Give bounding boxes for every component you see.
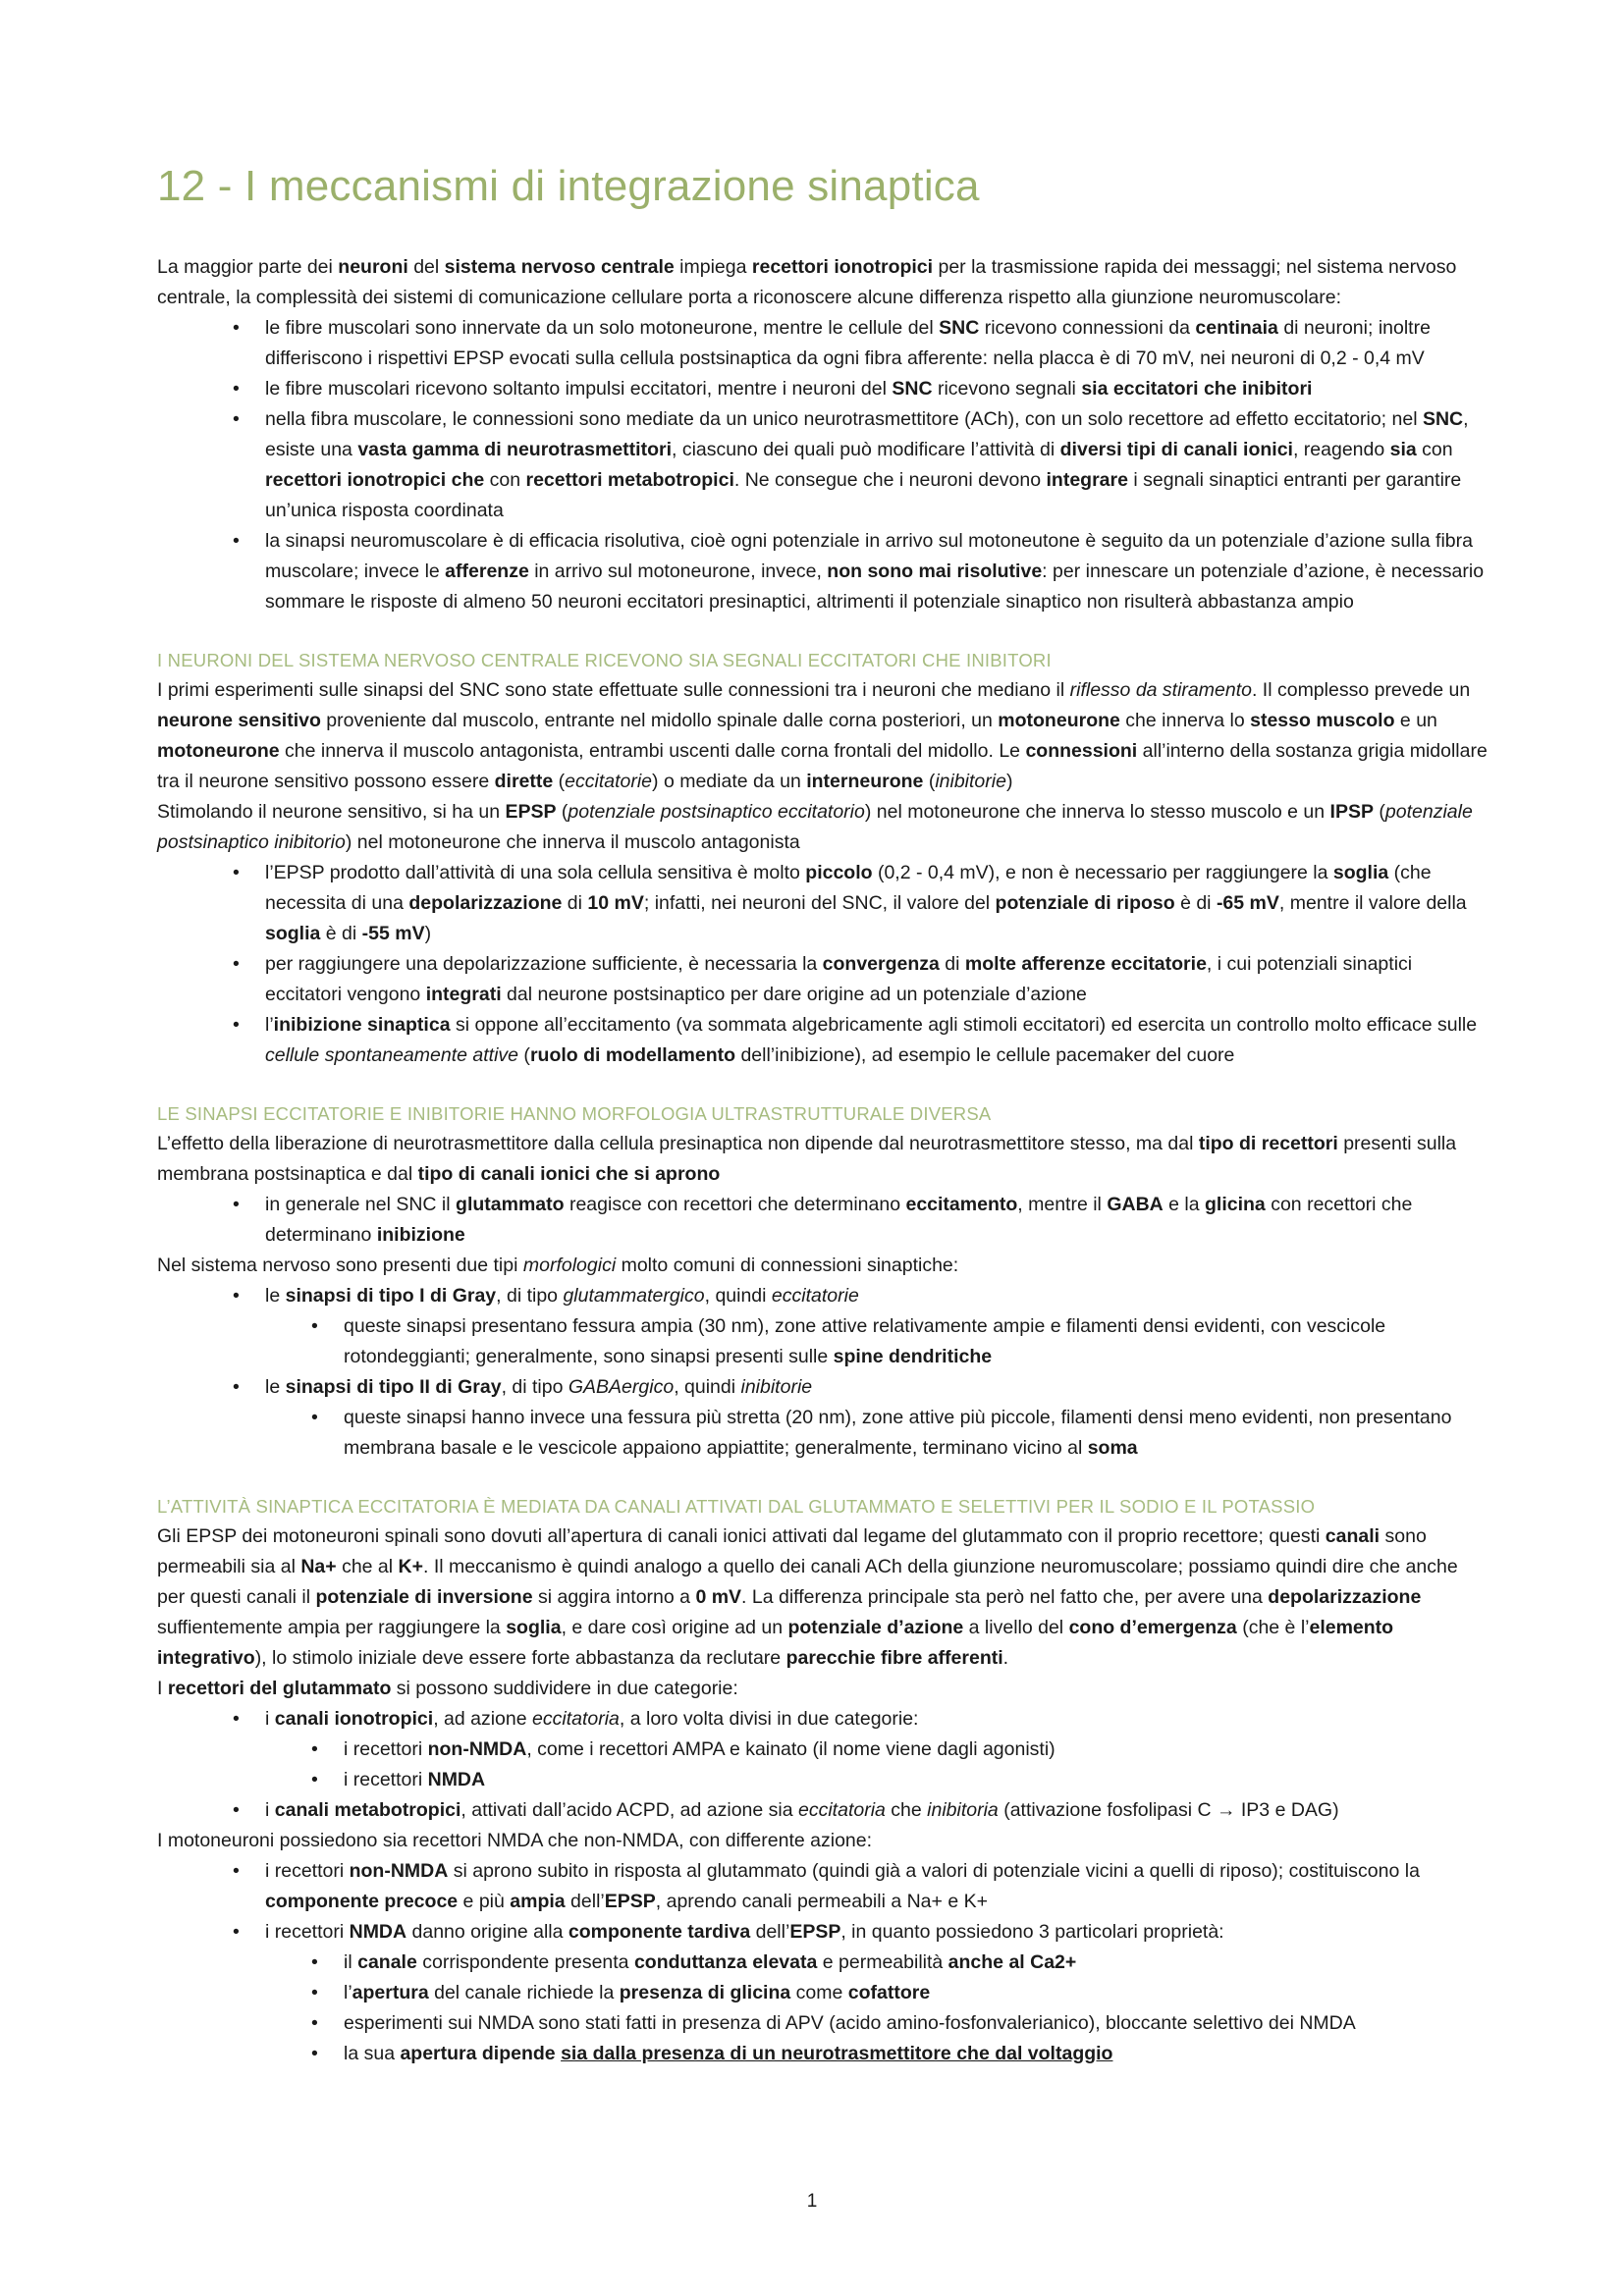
italic-text: riflesso da stiramento [1069, 679, 1252, 701]
text-run: , a loro volta divisi in due categorie: [619, 1708, 919, 1730]
list-item [157, 1281, 1488, 1311]
bold-text: potenziale d’azione [787, 1617, 964, 1638]
bold-text: apertura [352, 1982, 429, 2003]
s3-sublist-1 [157, 1735, 1488, 1795]
bold-text: neuroni [338, 256, 408, 278]
bold-text: ampia [510, 1891, 566, 1912]
text-run: che [885, 1799, 928, 1821]
text-run: i recettori [344, 1769, 428, 1790]
intro-paragraph [157, 252, 1488, 313]
bold-text: interneurone [806, 771, 924, 792]
s2-list-3 [157, 1372, 1488, 1403]
text-run: , ciascuno dei quali può modificare l’attività di [672, 439, 1060, 460]
text-run: le [265, 1285, 286, 1307]
text-run: è di [1174, 892, 1217, 914]
bold-text: piccolo [805, 862, 873, 883]
text-run: per raggiungere una depolarizzazione sufficiente, è necessaria la [265, 953, 823, 975]
bold-text: soma [1087, 1437, 1138, 1459]
italic-text: inibitorie [740, 1376, 813, 1398]
bold-text: canali ionotropici [274, 1708, 434, 1730]
bold-text: motoneurone [157, 740, 280, 762]
s2-list-2 [157, 1281, 1488, 1311]
list-item [157, 1704, 1488, 1735]
bold-text: eccitamento [905, 1194, 1018, 1215]
text-run: di neuroni; inoltre differiscono i rispettivi EPSP evocati sulla cellula postsinaptica da ogni fibra afferente: nella placca è di 70 mV, nei neuroni di 0,2 - 0,4 mV [265, 317, 1431, 369]
italic-text: eccitatorie [771, 1285, 859, 1307]
text-run: , e dare così origine ad un [561, 1617, 788, 1638]
text-run: (attivazione fosfolipasi C → IP3 e DAG) [998, 1799, 1339, 1821]
text-run: i [265, 1708, 275, 1730]
text-run: di [562, 892, 588, 914]
list-item [157, 526, 1488, 617]
list-item [157, 949, 1488, 1010]
bold-text: recettori ionotropici [751, 256, 934, 278]
bold-text: SNC [1422, 408, 1464, 430]
text-run: si aprono subito in risposta al glutammato (quindi già a valori di potenziale vicini a quelli di riposo); costituiscono la [448, 1860, 1420, 1882]
bold-text: potenziale di inversione [315, 1586, 533, 1608]
text-run: le fibre muscolari sono innervate da un solo motoneurone, mentre le cellule del [265, 317, 940, 339]
text-run: . Il complesso prevede un [1251, 679, 1471, 701]
list-item [157, 858, 1488, 949]
text-run: dal neurone postsinaptico per dare origine ad un potenziale d’azione [501, 984, 1087, 1005]
text-run: ricevono connessioni da [979, 317, 1196, 339]
bold-text: tipo di recettori [1198, 1133, 1338, 1154]
text-run: , i cui potenziali sinaptici eccitatori vengono [265, 953, 1413, 1005]
bold-text: stesso muscolo [1250, 710, 1395, 731]
italic-text: inibitorie [935, 771, 1006, 792]
bold-text: dirette [494, 771, 554, 792]
s2-sublist-2 [157, 1403, 1488, 1464]
text-run: L’effetto della liberazione di neurotrasmettitore dalla cellula presinaptica non dipende dal neurotrasmettitore stesso, ma dal [157, 1133, 1199, 1154]
list-item [157, 404, 1488, 526]
bold-text: tipo di canali ionici che si aprono [417, 1163, 721, 1185]
bold-text: elemento integrativo [157, 1617, 1394, 1669]
sub-list-item [157, 1765, 1488, 1795]
bold-text: SNC [892, 378, 933, 400]
bold-text: non sono mai risolutive [827, 561, 1043, 582]
text-run: queste sinapsi hanno invece una fessura più stretta (20 nm), zone attive più piccole, filamenti densi meno evidenti, non presentano membrana basale e le vescicole appaiono appiattite; generalmente, terminano vicino al [344, 1407, 1452, 1459]
text-run: è di [320, 923, 362, 944]
paragraph [157, 797, 1488, 858]
bold-text: motoneurone [998, 710, 1120, 731]
text-run: i recettori [265, 1921, 350, 1943]
text-run: la sinapsi neuromuscolare è di efficacia risolutiva, cioè ogni potenziale in arrivo sul motoneutone è seguito da un potenziale d’azione sulla fibra muscolare; invece le [265, 530, 1473, 582]
sub-list-item [157, 1403, 1488, 1464]
bold-text: NMDA [349, 1921, 407, 1943]
bold-text: sistema nervoso centrale [444, 256, 675, 278]
italic-text: morfologici [522, 1255, 617, 1276]
bold-text: cono d’emergenza [1068, 1617, 1237, 1638]
text-run: l’EPSP prodotto dall’attività di una sola cellula sensitiva è molto [265, 862, 806, 883]
bold-text: integrare [1046, 469, 1128, 491]
s3-list-3 [157, 1856, 1488, 1948]
italic-text: eccitatorie [565, 771, 653, 792]
text-run: di [939, 953, 965, 975]
text-run: si oppone all’eccitamento (va sommata algebricamente agli stimoli eccitatori) ed esercita un controllo molto efficace sulle [450, 1014, 1478, 1036]
bold-text: Na+ [300, 1556, 337, 1577]
s3-sublist-2 [157, 1948, 1488, 2069]
text-run: in arrivo sul motoneurone, invece, [528, 561, 828, 582]
underlined-text: sia dalla presenza di un neurotrasmettitore che dal voltaggio [561, 2043, 1113, 2064]
bold-text: -65 mV [1216, 892, 1279, 914]
section-heading-3: L’ATTIVITÀ SINAPTICA ECCITATORIA È MEDIATA DA CANALI ATTIVATI DAL GLUTAMMATO E SELETTIVI PER IL SODIO E IL POTASSIO [157, 1496, 1316, 1517]
section-heading-1: I NEURONI DEL SISTEMA NERVOSO CENTRALE RICEVONO SIA SEGNALI ECCITATORI CHE INIBITORI [157, 650, 1052, 670]
text-run: reagisce con recettori che determinano [564, 1194, 906, 1215]
list-item [157, 374, 1488, 404]
paragraph [157, 1129, 1488, 1190]
text-run: , ad azione [433, 1708, 533, 1730]
bold-text: recettori ionotropici che [265, 469, 485, 491]
text-run: come [790, 1982, 848, 2003]
bold-text: integrati [425, 984, 502, 1005]
bold-text: EPSP [604, 1891, 656, 1912]
section-heading-2: LE SINAPSI ECCITATORIE E INIBITORIE HANNO MORFOLOGIA ULTRASTRUTTURALE DIVERSA [157, 1103, 992, 1124]
text-run: Stimolando il neurone sensitivo, si ha un [157, 801, 506, 823]
text-run: ) [424, 923, 432, 944]
bold-text: diversi tipi di canali ionici [1059, 439, 1293, 460]
bold-text: inibizione sinaptica [273, 1014, 451, 1036]
document-page [157, 162, 1488, 2069]
list-item [157, 1856, 1488, 1917]
text-run: a livello del [963, 1617, 1069, 1638]
text-run: sono permeabili sia al [157, 1525, 1427, 1577]
bold-text: apertura dipende [400, 2043, 556, 2064]
list-item [157, 1010, 1488, 1071]
bold-text: NMDA [427, 1769, 486, 1790]
sub-list-item [157, 2039, 1488, 2069]
bold-text: 10 mV [587, 892, 644, 914]
bold-text: soglia [265, 923, 321, 944]
bold-text: sinapsi di tipo I di Gray [285, 1285, 497, 1307]
text-run: I [157, 1678, 168, 1699]
bold-text: recettori del glutammato [167, 1678, 392, 1699]
bold-text: inibizione [376, 1224, 465, 1246]
text-run: I motoneuroni possiedono sia recettori NMDA che non-NMDA, con differente azione: [157, 1830, 873, 1851]
text-run: dell’ [565, 1891, 605, 1912]
paragraph [157, 1251, 1488, 1281]
text-run: , in quanto possiedono 3 particolari proprietà: [840, 1921, 1224, 1943]
text-run: , aprendo canali permeabili a Na+ e K+ [655, 1891, 988, 1912]
text-run: , di tipo [501, 1376, 568, 1398]
text-run: e un [1394, 710, 1437, 731]
text-run: corrispondente presenta [416, 1951, 634, 1973]
bold-text: depolarizzazione [1268, 1586, 1422, 1608]
italic-text: cellule spontaneamente attive [265, 1044, 519, 1066]
text-run: e la [1163, 1194, 1206, 1215]
bold-text: soglia [506, 1617, 562, 1638]
text-run: danno origine alla [406, 1921, 568, 1943]
bold-text: -55 mV [361, 923, 425, 944]
text-run: dell’ [750, 1921, 790, 1943]
list-item [157, 1190, 1488, 1251]
s1-list [157, 858, 1488, 1071]
text-run: ) [1005, 771, 1013, 792]
italic-text: glutammatergico [563, 1285, 705, 1307]
page-number: 1 [806, 2191, 818, 2212]
text-run: ) o mediate da un [652, 771, 807, 792]
bold-text: parecchie fibre afferenti [785, 1647, 1003, 1669]
italic-text: potenziale postsinaptico inibitorio [157, 801, 1473, 853]
bold-text: molte afferenze eccitatorie [964, 953, 1207, 975]
bold-text: EPSP [505, 801, 557, 823]
text-run: ( [1373, 801, 1385, 823]
text-run: i segnali sinaptici entranti per garantire un’unica risposta coordinata [265, 469, 1462, 521]
bold-text: EPSP [789, 1921, 841, 1943]
bold-text: sia eccitatori che inibitori [1081, 378, 1313, 400]
text-run: i recettori [265, 1860, 350, 1882]
text-run: ; infatti, nei neuroni del SNC, il valore del [643, 892, 996, 914]
text-run: impiega [674, 256, 752, 278]
text-run: Nel sistema nervoso sono presenti due tipi [157, 1255, 523, 1276]
bold-text: glutammato [456, 1194, 565, 1215]
text-run: ( [556, 801, 568, 823]
bold-text: sinapsi di tipo II di Gray [285, 1376, 502, 1398]
text-run: . Ne consegue che i neuroni devono [733, 469, 1047, 491]
text-run: proveniente dal muscolo, entrante nel midollo spinale dalle corna posteriori, un [320, 710, 999, 731]
text-run: molto comuni di connessioni sinaptiche: [616, 1255, 959, 1276]
text-run: i [265, 1799, 275, 1821]
text-run: che innerva lo [1119, 710, 1251, 731]
s3-list-2 [157, 1795, 1488, 1826]
paragraph [157, 1522, 1488, 1674]
text-run: , attivati dall’acido ACPD, ad azione sia [460, 1799, 798, 1821]
bold-text: sia [1389, 439, 1417, 460]
text-run: le [265, 1376, 286, 1398]
text-run: ) nel motoneurone che innerva il muscolo antagonista [345, 831, 800, 853]
text-run: i recettori [344, 1738, 428, 1760]
bold-text: depolarizzazione [408, 892, 563, 914]
text-run: con [1416, 439, 1453, 460]
paragraph [157, 675, 1488, 797]
text-run: con recettori che determinano [265, 1194, 1413, 1246]
text-run: esperimenti sui NMDA sono stati fatti in presenza di APV (acido amino-fosfonvalerianico), bloccante selettivo dei NMDA [344, 2012, 1356, 2034]
bold-text: cofattore [847, 1982, 931, 2003]
text-run: l’ [265, 1014, 274, 1036]
s2-list-1 [157, 1190, 1488, 1251]
text-run: che innerva il muscolo antagonista, entrambi uscenti dalle corna frontali del midollo. Le [279, 740, 1026, 762]
italic-text: GABAergico [568, 1376, 675, 1398]
paragraph [157, 1674, 1488, 1704]
text-run: del canale richiede la [428, 1982, 620, 2003]
text-run: , quindi [674, 1376, 741, 1398]
list-item [157, 313, 1488, 374]
sub-list-item [157, 1948, 1488, 1978]
text-run: ( [518, 1044, 530, 1066]
text-run: , esiste una [265, 408, 1469, 460]
bold-text: canale [357, 1951, 417, 1973]
bold-text: centinaia [1195, 317, 1278, 339]
text-run: ( [553, 771, 566, 792]
sub-list-item [157, 1311, 1488, 1372]
text-run: per la trasmissione rapida dei messaggi; nel sistema nervoso centrale, la complessità dei sistemi di comunicazione cellulare porta a riconoscere alcune differenza rispetto alla giunzione neuromuscolare: [157, 256, 1457, 308]
text-run: , reagendo [1292, 439, 1390, 460]
bold-text: ruolo di modellamento [529, 1044, 736, 1066]
text-run: ) nel motoneurone che innerva lo stesso muscolo e un [864, 801, 1330, 823]
italic-text: eccitatoria [798, 1799, 886, 1821]
text-run: all’interno della sostanza grigia midollare tra il neurone sensitivo possono essere [157, 740, 1488, 792]
text-run: che al [336, 1556, 399, 1577]
bold-text: non-NMDA [349, 1860, 449, 1882]
paragraph [157, 1826, 1488, 1856]
text-run: , mentre il [1017, 1194, 1108, 1215]
bold-text: glicina [1205, 1194, 1266, 1215]
bold-text: potenziale di riposo [995, 892, 1175, 914]
bold-text: GABA [1107, 1194, 1164, 1215]
text-run: e permeabilità [817, 1951, 948, 1973]
text-run: queste sinapsi presentano fessura ampia (30 nm), zone attive relativamente ampie e filamenti densi evidenti, con vescicole rotondeggianti; generalmente, sono sinapsi presenti sulle [344, 1315, 1386, 1367]
text-run: con [484, 469, 526, 491]
bold-text: componente tardiva [568, 1921, 751, 1943]
text-run: presenti sulla membrana postsinaptica e dal [157, 1133, 1457, 1185]
text-run: l’ [344, 1982, 352, 2003]
page-title: 12 - I meccanismi di integrazione sinaptica [157, 162, 980, 210]
italic-text: eccitatoria [532, 1708, 620, 1730]
text-run: . Il meccanismo è quindi analogo a quello dei canali ACh della giunzione neuromuscolare; possiamo quindi dire che anche per questi canali il [157, 1556, 1458, 1608]
text-run: il [344, 1951, 358, 1973]
text-run: . La differenza principale sta però nel fatto che, per avere una [741, 1586, 1269, 1608]
bold-text: canali [1325, 1525, 1380, 1547]
bold-text: convergenza [822, 953, 940, 975]
bold-text: K+ [398, 1556, 424, 1577]
bold-text: anche al Ca2+ [947, 1951, 1077, 1973]
bold-text: soglia [1332, 862, 1389, 883]
text-run: . [1002, 1647, 1009, 1669]
list-item [157, 1917, 1488, 1948]
text-run: dell’inibizione), ad esempio le cellule pacemaker del cuore [735, 1044, 1235, 1066]
text-run: , come i recettori AMPA e kainato (il nome viene dagli agonisti) [526, 1738, 1056, 1760]
bold-text: vasta gamma di neurotrasmettitori [357, 439, 672, 460]
italic-text: inibitoria [927, 1799, 999, 1821]
text-run: ), lo stimolo iniziale deve essere forte abbastanza da reclutare [254, 1647, 786, 1669]
sub-list-item [157, 1735, 1488, 1765]
text-run: La maggior parte dei [157, 256, 339, 278]
text-run: si aggira intorno a [532, 1586, 696, 1608]
text-run: Gli EPSP dei motoneuroni spinali sono dovuti all’apertura di canali ionici attivati dal legame del glutammato con il proprio recettore; questi [157, 1525, 1326, 1547]
bold-text: componente precoce [265, 1891, 459, 1912]
bold-text: presenza di glicina [619, 1982, 791, 2003]
bold-text: neurone sensitivo [157, 710, 321, 731]
text-run: (che necessita di una [265, 862, 1432, 914]
text-run: nella fibra muscolare, le connessioni sono mediate da un unico neurotrasmettitore (ACh), con un solo recettore ad effetto eccitatorio; nel [265, 408, 1423, 430]
italic-text: potenziale postsinaptico eccitatorio [568, 801, 865, 823]
text-run: e più [458, 1891, 511, 1912]
bold-text: canali metabotropici [274, 1799, 461, 1821]
intro-list [157, 313, 1488, 617]
text-run: I primi esperimenti sulle sinapsi del SNC sono state effettuate sulle connessioni tra i neuroni che mediano il [157, 679, 1070, 701]
bold-text: conduttanza elevata [633, 1951, 818, 1973]
text-run: la sua [344, 2043, 401, 2064]
text-run: , quindi [704, 1285, 772, 1307]
text-run: (0,2 - 0,4 mV), e non è necessario per raggiungere la [872, 862, 1333, 883]
sub-list-item [157, 1978, 1488, 2008]
bold-text: SNC [939, 317, 980, 339]
text-run: : per innescare un potenziale d’azione, è necessario sommare le risposte di almeno 50 neuroni eccitatori presinaptici, altrimenti il potenziale sinaptico non risulterà abbastanza ampio [265, 561, 1485, 613]
bold-text: 0 mV [695, 1586, 742, 1608]
bold-text: afferenze [445, 561, 529, 582]
bold-text: connessioni [1025, 740, 1138, 762]
list-item [157, 1795, 1488, 1826]
bold-text: non-NMDA [427, 1738, 527, 1760]
text-run: in generale nel SNC il [265, 1194, 457, 1215]
s2-sublist-1 [157, 1311, 1488, 1372]
text-run: si possono suddividere in due categorie: [391, 1678, 738, 1699]
text-run: (che è l’ [1236, 1617, 1310, 1638]
text-run: ( [923, 771, 936, 792]
text-run: , di tipo [496, 1285, 564, 1307]
text-run: ricevono segnali [932, 378, 1082, 400]
s3-list-1 [157, 1704, 1488, 1735]
text-run: , mentre il valore della [1278, 892, 1467, 914]
list-item [157, 1372, 1488, 1403]
text-run: suffientemente ampia per raggiungere la [157, 1617, 507, 1638]
bold-text: spine dendritiche [833, 1346, 993, 1367]
bold-text: IPSP [1329, 801, 1374, 823]
text-run: le fibre muscolari ricevono soltanto impulsi eccitatori, mentre i neuroni del [265, 378, 893, 400]
sub-list-item [157, 2008, 1488, 2039]
text-run: del [407, 256, 445, 278]
bold-text: recettori metabotropici [525, 469, 734, 491]
